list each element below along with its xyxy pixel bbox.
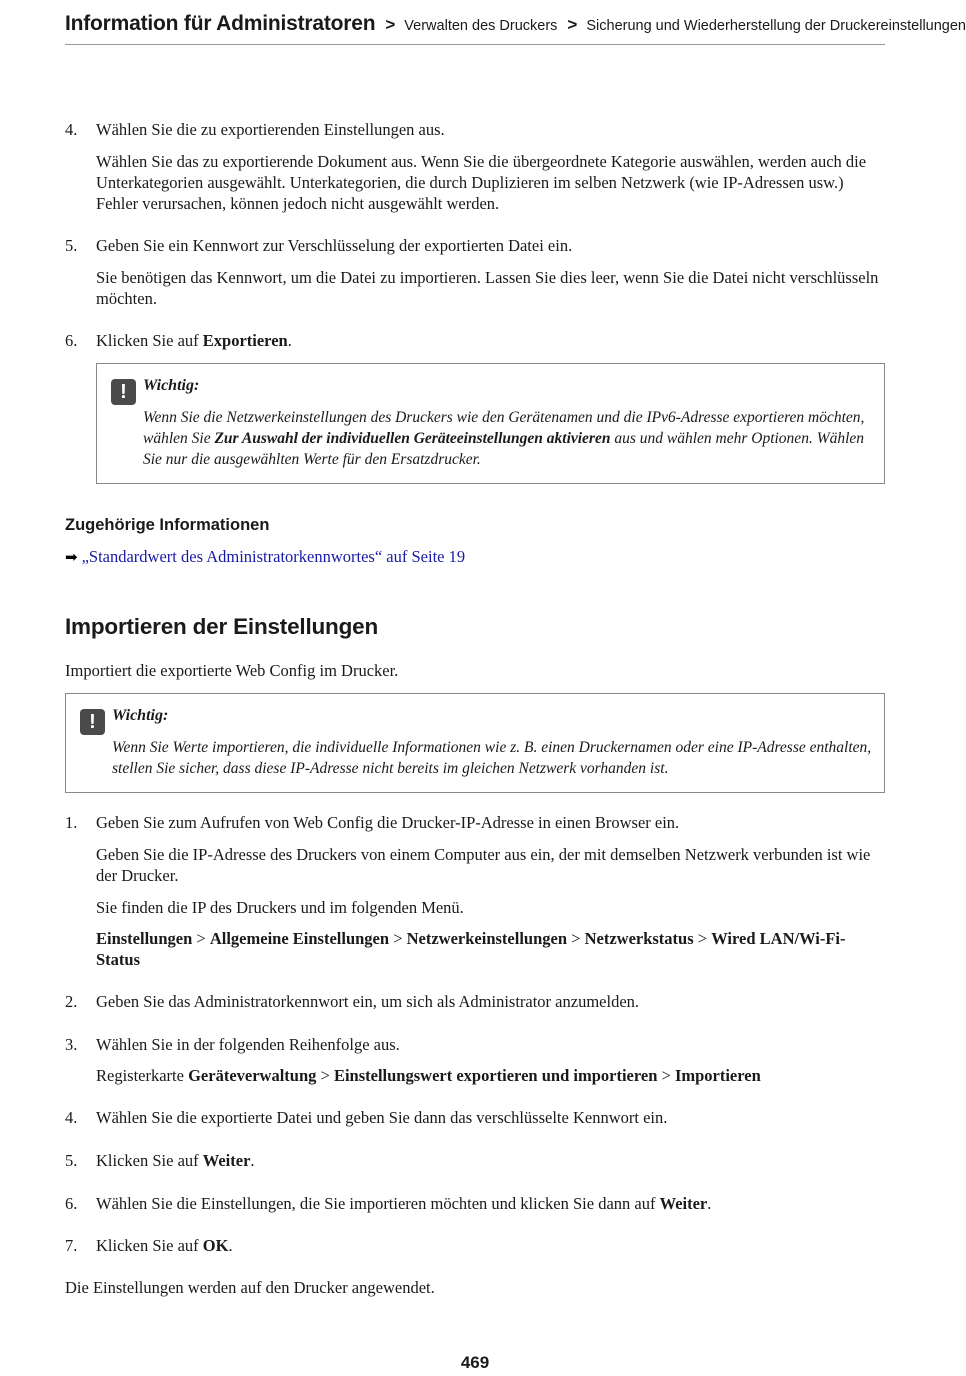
note-title: Wichtig: bbox=[112, 707, 169, 724]
step-number: 7. bbox=[65, 1236, 78, 1255]
important-note bbox=[96, 363, 885, 484]
step-detail: Sie benötigen das Kennwort, um die Datei zu importieren. Lassen Sie dies leer, wenn Sie die Datei nicht verschlüsseln möchten. bbox=[96, 268, 879, 308]
step-number: 4. bbox=[65, 120, 78, 139]
step-title: Geben Sie ein Kennwort zur Verschlüsselung der exportierten Datei ein. bbox=[96, 236, 573, 255]
step-number: 2. bbox=[65, 992, 78, 1011]
step-title: Wählen Sie in der folgenden Reihenfolge aus. bbox=[96, 1035, 400, 1054]
exclamation-icon: ! bbox=[111, 379, 136, 405]
step-detail: Wählen Sie das zu exportierende Dokument aus. Wenn Sie die übergeordnete Kategorie auswählen, werden auch die Unterkategorien ausgewählt. Unterkategorien, die durch Duplizieren im selben Netzwerk (wie IP-Adressen usw.) Fehler verursachen, können jedoch nicht ausgewählt werden. bbox=[96, 152, 867, 213]
step-title: Wählen Sie die exportierte Datei und geben Sie dann das verschlüsselte Kennwort ein. bbox=[96, 1108, 668, 1127]
step-number: 5. bbox=[65, 1151, 78, 1170]
breadcrumb-separator: > bbox=[385, 15, 396, 34]
related-link[interactable]: „Standardwert des Administratorkennwortes“ auf Seite 19 bbox=[81, 547, 466, 566]
step-number: 4. bbox=[65, 1108, 78, 1127]
exportieren-label: Exportieren bbox=[202, 331, 288, 350]
note-body: Wenn Sie die Netzwerkeinstellungen des Druckers wie den Gerätenamen und die IPv6-Adresse exportieren möchten, wählen Sie Zur Auswahl der individuellen Geräteeinstellungen aktivieren aus und wählen mehr Optionen. Wählen Sie nur die ausgewählten Werte für den Ersatzdrucker. bbox=[143, 409, 865, 468]
step-number: 3. bbox=[65, 1035, 78, 1054]
section-intro: Importiert die exportierte Web Config im Drucker. bbox=[65, 661, 399, 680]
menu-path: Einstellungen > Allgemeine Einstellungen > Netzwerkeinstellungen > Netzwerkstatus > Wired LAN/Wi-Fi-Status bbox=[96, 929, 846, 969]
step-title: Klicken Sie auf OK. bbox=[96, 1236, 233, 1255]
breadcrumb-item-verwalten[interactable]: Verwalten des Druckers bbox=[404, 18, 558, 34]
breadcrumb-item-sicherung[interactable]: Sicherung und Wiederherstellung der Druckereinstellungen bbox=[586, 18, 966, 34]
step-number: 6. bbox=[65, 1194, 78, 1213]
step-number: 1. bbox=[65, 813, 78, 832]
breadcrumb-separator: > bbox=[567, 15, 578, 34]
step-title: Geben Sie zum Aufrufen von Web Config die Drucker-IP-Adresse in einen Browser ein. bbox=[96, 813, 680, 832]
section-title: Importieren der Einstellungen bbox=[65, 614, 379, 639]
step-title: Wählen Sie die Einstellungen, die Sie importieren möchten und klicken Sie dann auf Weiter. bbox=[96, 1194, 712, 1213]
step-title: Klicken Sie auf Weiter. bbox=[96, 1151, 255, 1170]
step-title: Geben Sie das Administratorkennwort ein, um sich als Administrator anzumelden. bbox=[96, 992, 640, 1011]
important-note bbox=[65, 693, 885, 793]
closing-text: Die Einstellungen werden auf den Drucker angewendet. bbox=[65, 1278, 435, 1297]
step-detail: Sie finden die IP des Druckers und im folgenden Menü. bbox=[96, 898, 464, 917]
step-number: 6. bbox=[65, 331, 78, 350]
menu-path: Registerkarte Geräteverwaltung > Einstellungswert exportieren und importieren > Importieren bbox=[96, 1066, 761, 1085]
breadcrumb-root[interactable]: Information für Administratoren bbox=[65, 12, 376, 35]
related-info-heading: Zugehörige Informationen bbox=[65, 516, 270, 534]
step-title: Wählen Sie die zu exportierenden Einstellungen aus. bbox=[96, 120, 445, 139]
arrow-right-icon: ➡ bbox=[65, 548, 78, 566]
breadcrumb bbox=[65, 12, 966, 45]
page-number: 469 bbox=[460, 1353, 490, 1372]
step-detail: Geben Sie die IP-Adresse des Druckers von einem Computer aus ein, der mit demselben Netzwerk verbunden ist wie der Drucker. bbox=[96, 845, 871, 885]
note-title: Wichtig: bbox=[143, 377, 200, 394]
step-title: Klicken Sie auf Exportieren. bbox=[96, 331, 292, 350]
exclamation-icon: ! bbox=[80, 709, 105, 735]
related-link-row bbox=[65, 547, 465, 567]
step-number: 5. bbox=[65, 236, 78, 255]
note-body: Wenn Sie Werte importieren, die individuelle Informationen wie z. B. einen Druckernamen oder eine IP-Adresse enthalten, stellen Sie sicher, dass diese IP-Adresse nicht bereits im gleichen Netzwerk vorhanden ist. bbox=[112, 739, 872, 777]
